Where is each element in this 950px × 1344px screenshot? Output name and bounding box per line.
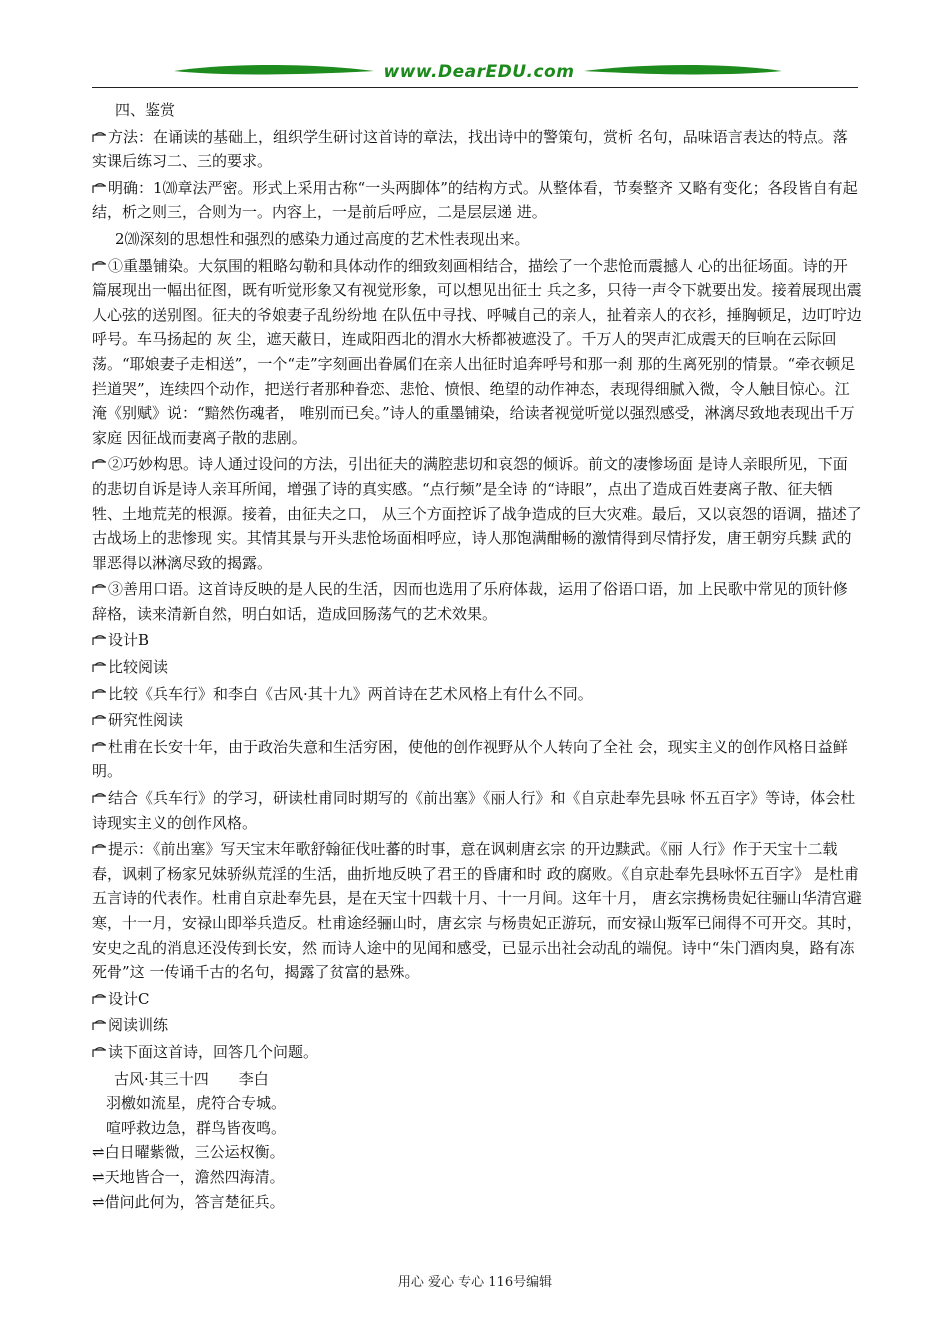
paragraph: 研究性阅读 [92,708,862,733]
paragraph-mark-icon [92,993,107,1005]
site-logo-text[interactable]: www.DearEDU.com [383,62,575,82]
page-header [92,58,858,92]
paragraph-mark-icon [92,634,107,646]
section-title: 四、鉴赏 [115,101,176,119]
paragraph-mark-icon [92,688,107,700]
paragraph: 明确：1⒇章法严密。形式上采用古称“一头两脚体”的结构方式。从整体看，节奏整齐 又略有变化；各段皆自有起结，析之则三，合则为一。内容上，一是前后呼应，二是层层递 进。 [92,178,858,222]
line-mark-icon: ⇌ [92,1192,105,1211]
paragraph: ②巧妙构思。诗人通过设问的方法，引出征夫的满腔悲切和哀怨的倾诉。前文的凄惨场面 是诗人亲眼所见，下面的悲切自诉是诗人亲耳所闻，增强了诗的真实感。“点行频”是全诗 的“诗眼”，点出了造成百姓妻离子散、征夫牺牲、土地荒芜的根源。接着，由征夫之口， 从三个方面控诉了战争造成的巨大灾难。最后，又以哀怨的语调，描述了古战场上的悲惨现 实。其情其景与开头悲怆场面相呼应，诗人那饱满酣畅的激情得到尽情抒发，唐王朝穷兵黩 武的罪恶得以淋漓尽致的揭露。 [92,455,862,572]
header-divider [92,87,858,88]
paragraph-mark-icon [92,1046,107,1058]
paragraph: 结合《兵车行》的学习，研读杜甫同时期写的《前出塞》《丽人行》和《自京赴奉先县咏 怀五百字》等诗，体会杜诗现实主义的创作风格。 [92,789,856,832]
paragraph: 设计B [92,628,862,653]
paragraph: 比较阅读 [92,655,862,680]
paragraph: 方法：在诵读的基础上，组织学生研讨这首诗的章法，找出诗中的警策句，赏析 名句，品味语言表达的特点。落实课后练习二、三的要求。 [92,127,848,171]
paragraph: 提示：《前出塞》写天宝末年歌舒翰征伐吐蕃的时事，意在讽刺唐玄宗 的开边黩武。《丽 人行》作于天宝十二载春，讽刺了杨家兄妹骄纵荒淫的生活，曲折地反映了君王的昏庸和时 政的腐败。《自京赴奉先县咏怀五百字》 是杜甫五言诗的代表作。杜甫自京赴奉先县，是在天宝十四载十月、十一月间。这年十月， 唐玄宗携杨贵妃往骊山华清宫避寒，十一月，安禄山即举兵造反。杜甫途经骊山时，唐玄宗 与杨贵妃正游玩，而安禄山叛军已闹得不可开交。其时，安史之乱的消息还没传到长安，然 而诗人途中的见闻和感受，已显示出社会动乱的端倪。诗中“朱门酒肉臭，路有冻死骨”这 一传诵千古的名句，揭露了贫富的悬殊。 [92,840,862,982]
paragraph: 读下面这首诗，回答几个问题。 [92,1040,862,1065]
poem-line: 羽檄如流星，虎符合专城。 [106,1094,287,1113]
paragraph-mark-icon [92,182,107,194]
paragraph-mark-icon [92,260,107,272]
paragraph: 2⒇深刻的思想性和强烈的感染力通过高度的艺术性表现出来。 [115,229,530,248]
paragraph-mark-icon [92,1019,107,1031]
paragraph-mark-icon [92,661,107,673]
paragraph-mark-icon [92,741,107,753]
paragraph-mark-icon [92,714,107,726]
page-footer: 用心 爱心 专心 116号编辑 [397,1275,553,1290]
paragraph-mark-icon [92,131,107,143]
poem-title: 古风·其三十四 李白 [114,1069,269,1088]
poem-line: ⇌借问此何为，答言楚征兵。 [92,1192,285,1211]
paragraph: 比较《兵车行》和李白《古风·其十九》两首诗在艺术风格上有什么不同。 [92,682,862,707]
line-mark-icon: ⇌ [92,1143,105,1162]
paragraph: 阅读训练 [92,1013,862,1038]
paragraph-mark-icon [92,792,107,804]
paragraph: ①重墨铺染。大氛围的粗略勾勒和具体动作的细致刻画相结合，描绘了一个悲怆而震撼人 心的出征场面。诗的开篇展现出一幅出征图，既有听觉形象又有视觉形象，可以想见出征士 兵之多，只待一声令下就要出发。接着展现出震人心弦的送别图。征夫的爷娘妻子乱纷纷地 在队伍中寻找、呼喊自己的亲人，扯着亲人的衣衫，捶胸顿足，边叮咛边呼号。车马扬起的 灰 尘，遮天蔽日，连咸阳西北的渭水大桥都被遮没了。千万人的哭声汇成震天的巨响在云际回 荡。“耶娘妻子走相送”，一个“走”字刻画出眷属们在亲人出征时追奔呼号和那一刹 那的生离死别的情景。“牵衣顿足拦道哭”，连续四个动作，把送行者那种眷恋、悲怆、愤恨、绝望的动作神态，表现得细腻入微，令人触目惊心。江淹《别赋》说：“黯然伤魂者， 唯别而已矣。”诗人的重墨铺染，给读者视觉听觉以强烈感受，淋漓尽致地表现出千万家庭 因征战而妻离子散的悲剧。 [92,256,862,447]
line-mark-icon: ⇌ [92,1167,105,1186]
paragraph-mark-icon [92,843,107,855]
paragraph: 杜甫在长安十年，由于政治失意和生活穷困，使他的创作视野从个人转向了全社 会，现实主义的创作风格日益鲜明。 [92,737,848,781]
paragraph: ③善用口语。这首诗反映的是人民的生活，因而也选用了乐府体裁，运用了俗语口语，加 上民歌中常见的顶针修辞格，读来清新自然，明白如话，造成回肠荡气的艺术效果。 [92,580,848,623]
document-body [92,98,862,1214]
poem-line: ⇌白日曜紫微，三公运权衡。 [92,1143,285,1162]
poem-line: ⇌天地皆合一，澹然四海清。 [92,1167,285,1186]
poem-line: 喧呼救边急，群鸟皆夜鸣。 [106,1118,287,1137]
paragraph-mark-icon [92,458,107,470]
paragraph: 设计C [92,987,862,1012]
paragraph-mark-icon [92,583,107,595]
